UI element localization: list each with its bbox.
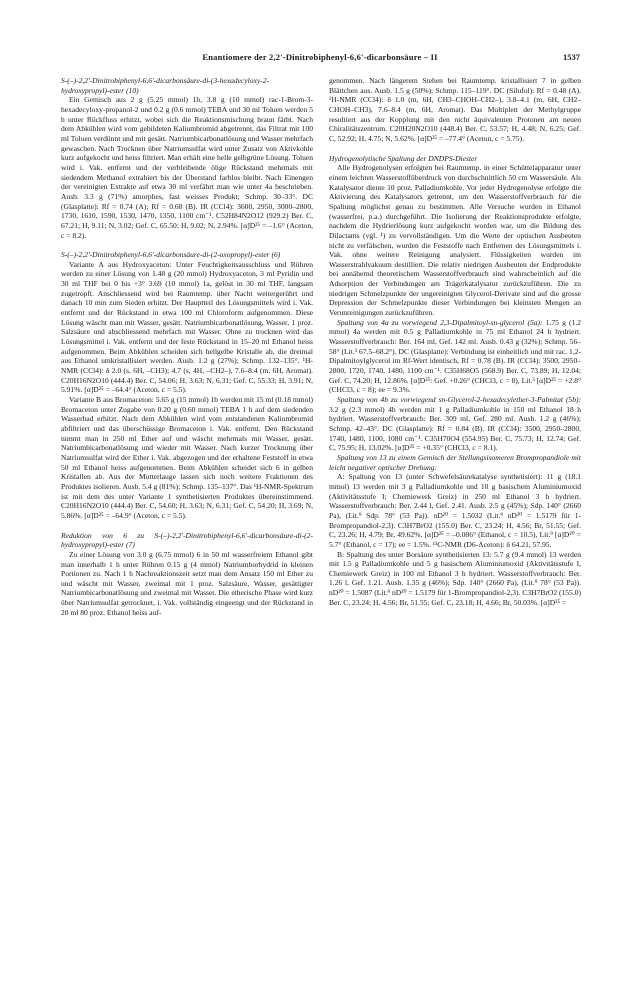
spaltung-4a bbox=[329, 318, 581, 395]
entry-6-variant-a: Variante A aus Hydroxyaceton: Unter Feuchtigkeitsausschluss und Rühren werden zu einer Lösung von 1.48 g (20 mmol) Hydroxyaceton, 3 ml Pyridin und 30 ml THF bei 0 bis +3° 3.69 (10 mmol) 1a, gelöst in 30 ml THF, langsam zugetropft. Anschliessend wird bei Raumtemp. über Nacht weitergerührt und danach 10 min zum Sieden erhitzt. Der Hauptteil des Lösungsmittels wird i. Vak. entfernt und der Rückstand in etwa 100 ml Chloroform aufgenommen. Diese Lösung wäscht man mit Wasser, gesätt. Natriumbicarbonatlösung, Wasser, 1 proz. Salzsäure und abschliessend mehrfach mit Wasser. Ohne zu trocknen wird das Lösungsmittel i. Vak. entfernt und der feste Rückstand in 15–20 ml Ethanol heiss aufgenommen. Beim Abkühlen scheiden sich hellgelbe Kristalle ab, die dreimal aus Ethanol umkristallisiert werden. Ausb. 1.2 g (27%); Schmp. 132–135°. ¹H-NMR (CCl4): δ 2.0 (s, 6H, –CH3); 4.7 (s, 4H, –CH2–), 7.6–8.4 (m, 6H, Aromat). C20H16N2O10 (444.4) Ber. C, 54.06; H, 3.63; N, 6.31; Gef. C, 55.33; H, 3.91; N, 5.91%. [α]D²⁵ = –64.4° (Aceton, c = 5.5). bbox=[61, 259, 313, 395]
spaltung-13-b: B: Spaltung des unter Borsäure synthetisierten 13: 5.7 g (9.4 mmol) 13 werden mit 1.5 g Palladiumkohle und 5 g basischem Aluminiumoxid (Aktivitätsstufe I, Chemiewerk Greiz) in 100 ml Ethanol 3 h hydriert. Wasserstoffverbrauch: Ber. 1.26 l, Gef. 1.21. Ausb. 1.35 g (46%); Sdp. 140° (2660 Pa), (Lit.⁹ 78° (53 Pa)). nD²⁰ = 1.5087 (Lit.⁹ nD²⁰ = 1.5179 für 1-Brompropandiol-2,3). C3H7BrO2 (155.0) Ber. C, 23.24; H, 4.56; Br, 51.55; Gef. C, 23.18; H, 4.66; Br, 50.03%. [α]D²⁵ = bbox=[329, 549, 581, 607]
page-header bbox=[60, 52, 580, 66]
entry-6-variant-b: Variante B aus Bromaceton: 5.65 g (15 mmol) 1b werden mit 15 ml (0.18 mmol) Bromaceton unter Zugabe von 0.20 g (0.60 mmol) TEBA 1 h auf dem siedenden Wasserbad erhitzt. Nach dem Abkühlen wird vom entstandenen Kaliumbromid abfiltriert und das überschüssige Bromaceton i. Vak. entfernt. Den Rückstand nimmt man in 250 ml Ether auf und wäscht mehrmals mit Wasser, gesätt. Natriumbicarbonatlösung und wieder mit Wasser. Nach kurzer Trocknung über Natriumsulfat wird der Ether i. Vak. abgezogen und der erhaltene Feststoff in etwa 50 ml Ethanol heiss aufgenommen. Beim Abkühlen scheidet sich 6 in gelben Kristallen ab. Aus der Mutterlauge lassen sich noch weitere Fraktionen des Produktes isolieren. Ausb. 5.4 g (81%); Schmp. 135–137°. Das ¹H-NMR-Spektrum ist mit dem des unter Variante 1 synthetisierten Produktes übereinstimmend. C20H16N2O10 (444.4) Ber. C, 54.60; H, 3.63; N, 6.31; Gef. C, 54.20; H, 3.69; N, 5.86%. [α]D²⁵ = –64.9° (Aceton, c = 5.5). bbox=[61, 395, 313, 520]
right-column bbox=[329, 76, 581, 981]
spaltung-4b-head: Spaltung von 4b zu vorwiegend sn-Glycerol-2-hexadecylether-3-Palmitat (5b): bbox=[337, 395, 581, 404]
section-title: Hydrogenolytische Spaltung der DNDPS-Diester bbox=[329, 153, 478, 163]
entry-7-continued-body: genommen. Nach längerem Stehen bei Raumtemp. kristallisiert 7 in gelben Blättchen aus. Ausb. 1.5 g (50%); Schmp. 115–119°. DC (Silufol): Rf = 0.48 (A). ¹H-NMR (CCl4): δ 1.0 (m, 6H, CH3–CHOH–CH2–), 3.8–4.1 (m, 6H, CH2–CHOH–CH3), 7.6–8.4 (m, 6H, Aromat). Das Multiplett der Methylgruppe resultiert aus der Kopplung mit den nicht äquivalenten Protonen am neuen Chiralitätszentrum. C20H20N2O10 (448.4) Ber. C, 53.57; H, 4.48; N, 6.25; Gef. C, 52.92; H, 4.75; N, 5.62%. [α]D²⁵ = –77.4° (Aceton, c = 5.75). bbox=[329, 76, 581, 143]
spaltung-4b bbox=[329, 395, 581, 453]
entry-6-title: S-(–)-2,2'-Dinitrobiphenyl-6,6'-dicarbonsäure-di-(2-oxopropyl)-ester (6) bbox=[61, 250, 281, 260]
section-body: Alle Hydrogenolysen erfolgten bei Raumtemp. in einer Schüttelapparatur unter einem leichten Wasserstoffüberdruck von durchschnittlich 50 cm Wassersäule. Als Katalysator diente 10 proz. Palladiumkohle. Vor jeder Hydrogenolyse erfolgte die Aktivierung des Katalysators getrennt, um den Wasserstoffverbrauch für die Spaltung möglichst genau zu bestimmen. Alle Versuche wurden in Ethanol (wasserfrei, p.a.) durchgeführt. Die Isolierung der Reaktionsprodukte erfolgte, nachdem die Hydrierlösung kurz aufgekocht worden war, um die Bildung des Dilactams (vgl. ¹) zu vervollständigen. Um die Werte der optischen Ausbeuten nicht zu verfälschen, wurden die Feststoffe nach Entfernen des Lösungsmittels i. Vak. ohne weitere Reinigung analysiert. Flüssigkeiten wurden im Wasserstrahlvakuum destilliert. Die relativ niedrigen Ausbeuten der Endprodukte bei annähernd theoretischem Wasserstoffverbrauch sind wahrscheinlich auf die Adsorption der Verbindungen am Trägerkatalysator zurückzuführen. Die zu niedrigen Schmelzpunkte der ungereinigten Glycerol-Derivate sind auf die grosse Depression der Schmelzpunkte dieser Verbindungen bei kleinsten Mengen an Verunreinigungen zurückzuführen. bbox=[329, 163, 581, 318]
entry-6 bbox=[61, 250, 313, 520]
entry-10-title: S-(–)-2,2'-Dinitrobiphenyl-6,6'-dicarbonsäure-di-(3-hexadecyloxy-2-hydroxypropyl)-ester (10) bbox=[61, 76, 270, 95]
running-title: Enantiomere der 2,2'-Dinitrobiphenyl-6,6'-dicarbonsäure – II bbox=[202, 52, 438, 62]
entry-10 bbox=[61, 76, 313, 240]
entry-7-body: Zu einer Lösung von 3.0 g (6.75 mmol) 6 in 50 ml wasserfreiem Ethanol gibt man innerhalb 1 h unter Rühren 0.15 g (4 mmol) Natriumborhydrid in kleinen Portionen zu. Nach 1 h Nachreaktionszeit setzt man dem Ansatz 150 ml Ether zu und wäscht mit Wasser, zweimal mit 1 proz. Salzsäure, Wasser, gesättigter Natriumbicarbonatlösung und zweimal mit Wasser. Die etherische Phase wird kurz über Natriumsulfat getrocknet, i. Vak. vollständig eingeengt und der Rückstand in 20 ml 80 proz. Ethanol heiss auf- bbox=[61, 549, 313, 617]
hydrogenolysis-section bbox=[329, 154, 581, 318]
spaltung-4a-body: 1.75 g (1.2 mmol) 4a werden mit 0.5 g Palladiumkohle in 75 ml Ethanol 24 h hydriert. Wasserstoffverbrauch: Ber. 164 ml, Gef. 142 ml. Ausb. 0.43 g (32%); Schmp. 56–58° (Lit.³ 67.5–68.2°). DC (Glasplatte): Verbindung ist einheitlich und mit rac. 1,2-Dipalmitoylglycerol im Rf-Wert identisch, Rf = 0.78 (B). IR (CCl4): 3500, 2950–2800, 1720, 1740, 1480, 1100 cm⁻¹. C35H68O5 (568.9) Ber. C, 73.89; H, 12.04; Gef. C, 74.20; H, 12.86%. [α]D²⁵: Gef. +0.26° (CHCl3, c = 8), Lit.³ [α]D²⁵ = +2.8° (CHCl3, c = 8); ee = 9.3%. bbox=[329, 317, 581, 395]
entry-7-title: Reduktion von 6 zu S-(–)-2,2'-Dinitrobiphenyl-6,6'-dicarbonsäure-di-(2-hydroxypropyl)-ester (7) bbox=[61, 530, 313, 550]
entry-7-continued bbox=[329, 76, 581, 144]
spaltung-4a-head: Spaltung von 4a zu vorwiegend 2,3-Dipalmitoyl-sn-glycerol (5a): bbox=[337, 317, 543, 327]
left-column bbox=[61, 76, 313, 981]
spaltung-13-head: Spaltung von 13 zu einem Gemisch der Stellungsisomeren Brompropandiole mit leicht negativer optischer Drehung: bbox=[329, 452, 581, 472]
spaltung-4b-body: 3.2 g (2.3 mmol) 4b werden mit 1 g Palladiumkohle in 150 ml Ethanol 18 h hydriert. Wasserstoffverbrauch: Ber. 309 ml, Gef. 280 ml. Ausb. 1.2 g (46%); Schmp. 42–43°. DC (Glasplatte): Rf = 0.84 (B). IR (CCl4): 3500, 2950–2800, 1740, 1480, 1100, 1080 cm⁻¹. C35H70O4 (554.95) Ber. C, 75.73; H, 12.74; Gef. C, 75.95; H, 13.02%. [α]D²⁵ = +0.35° (CHCl3, c = 8.1). bbox=[329, 404, 581, 453]
entry-7 bbox=[61, 531, 313, 618]
spaltung-13 bbox=[329, 453, 581, 608]
page-number: 1537 bbox=[563, 52, 580, 62]
entry-10-body: Ein Gemisch aus 2 g (5.25 mmol) 1b, 3.8 g (10 mmol) rac-1-Brom-3-hexadecyloxy-propanol-2 und 0.2 g (0.6 mmol) TEBA und 30 ml Toluen werden 5 h unter Rückfluss erhitzt, wobei sich die Reaktionsmischung braun färbt. Nach dem Abkühlen wird vom gebildeten Kaliumbromid abgetrennt, das Filtrat mit 100 ml Toluen verdünnt und mit gesätt. Natriumbicarbonatlösung und Wasser mehrfach gewaschen. Nach Trocknen über Natriumsulfat wird unter Zusatz von Aktivkohle kurz aufgekocht und heiss filtriert. Man erhält eine helle gelbgrüne Lösung. Toluen wird i. Vak. entfernt und der verbleibende ölige Rückstand mehrmals mit siedendem Methanol extrahiert bis der Überstand farblos bleibt. Nach Einengen der vereinigten Extrakte auf etwa 30 ml verfährt man wie unter 4a beschrieben. Ausb. 3.3 g (71%) amorphes, fast weisses Produkt; Schmp. 30–33°. DC (Glasplatte): Rf = 0.74 (A); Rf = 0.68 (B). IR (CCl4): 3600, 2950, 3000–2800, 1730, 1610, 1590, 1530, 1470, 1350, 1100 cm⁻¹. C52H84N2O12 (929.2) Ber. C, 67.21; H, 9.11; N, 3.02; Gef. C, 65.50; H, 9.02; N, 2.94%. [α]D²⁵ = –1.6° (Aceton, c = 8.2). bbox=[61, 95, 313, 240]
spaltung-13-a: A: Spaltung von 13 (unter Schwefelsäurekatalyse synthetisiert): 11 g (18.1 mmol) 13 werden mit 3 g Palladiumkohle und 10 g basischem Aluminiumoxid (Aktivitätsstufe I; Chemiewerk Greiz) in 250 ml Ethanol 3 h hydriert. Wasserstoffverbrauch: Ber. 2.44 l, Gef. 2.41. Ausb. 2.5 g (45%); Sdp. 140° (2660 Pa), (Lit.⁹ Sdp. 78° (53 Pa)). nD²⁰ = 1.5032 (Lit.⁹ nD²⁰ = 1.5179 für 1-Brompropandiol-2,3). C3H7BrO2 (155.0) Ber. C, 23.24; H, 4.56; Br, 51.55; Gef. C, 23.26; H, 4.79; Br, 49.62%. [α]D²⁵ = –0.086° (Ethanol, c = 10.5), Lit.⁹ [α]D²⁰ = 5.7° (Ethanol, c = 17); ee = 1.5%. ¹³C-NMR (D6-Aceton): δ 64.21, 57.95. bbox=[329, 472, 581, 549]
